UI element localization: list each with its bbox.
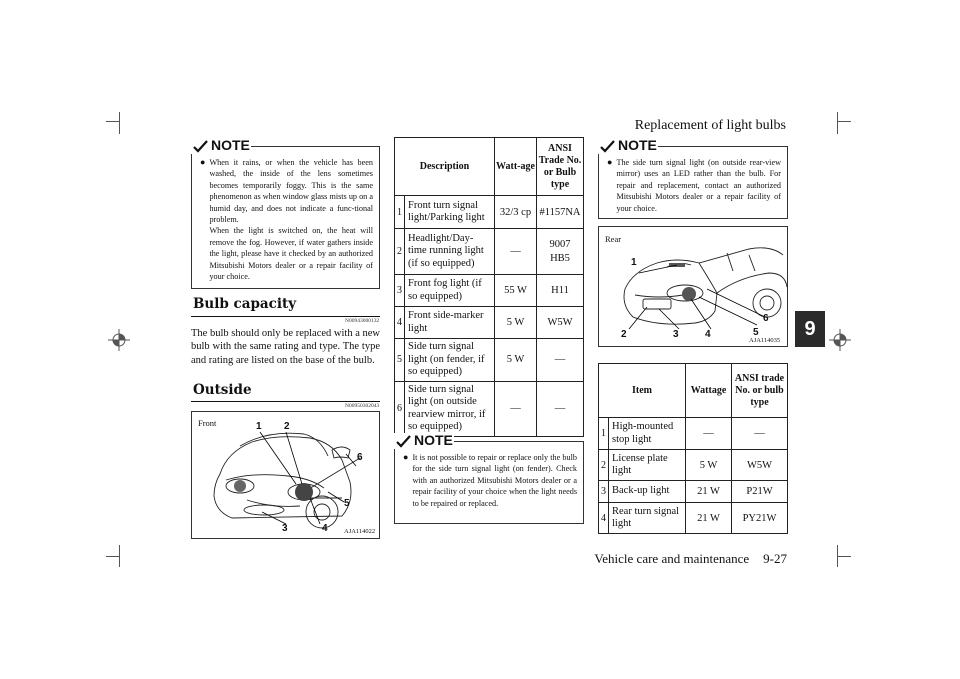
table-row: 2 Headlight/Day-time running light (if so equipped) — 9007 HB5: [395, 229, 584, 275]
callout-number: 2: [284, 421, 290, 432]
footer-page-number: 9-27: [763, 551, 787, 566]
front-bulb-table: [394, 137, 584, 437]
note-box-fog: [191, 137, 380, 289]
figure-front-car: [191, 411, 380, 539]
callout-number: 1: [631, 257, 637, 268]
note-heading: NOTE: [394, 433, 454, 449]
section-code: N00943000132: [345, 318, 380, 324]
callout-number: 5: [753, 327, 759, 338]
figure-label: Front: [198, 418, 217, 428]
table-row: 6 Side turn signal light (on outside rearview mirror, if so equipped) — —: [395, 381, 584, 436]
crop-mark: [106, 556, 120, 557]
car-rear-illustration: [599, 227, 789, 348]
callout-number: 6: [763, 313, 769, 324]
callout-number: 2: [621, 329, 627, 340]
note-box-led: [598, 137, 788, 219]
registration-mark-icon: [829, 329, 851, 351]
note-check-icon: [193, 140, 208, 153]
crop-mark: [106, 121, 120, 122]
table-header: ANSI Trade No. or Bulb type: [537, 138, 584, 196]
note-check-icon: [600, 140, 615, 153]
table-row: 1 High-mounted stop light — —: [599, 418, 788, 450]
crop-mark: [837, 556, 851, 557]
figure-label: Rear: [605, 234, 622, 244]
table-header: Wattage: [686, 364, 732, 418]
note-heading: NOTE: [598, 138, 658, 154]
callout-number: 3: [673, 329, 679, 340]
table-header: ANSI trade No. or bulb type: [732, 364, 788, 418]
callout-number: 1: [256, 421, 262, 432]
section-rule: [191, 316, 380, 317]
crop-mark: [837, 121, 851, 122]
note-text: It is not possible to repair or replace only the bulb for the side turn signal light (on fender). Check with an authorized Mitsubishi Motors dealer or a repair facility of your choice when the light needs to be repaired or replaced.: [412, 453, 577, 508]
table-row: 4 Front side-marker light 5 W W5W: [395, 307, 584, 339]
figure-code: AJA114035: [749, 337, 781, 344]
section-rule: [191, 401, 380, 402]
note-heading: NOTE: [191, 138, 251, 154]
registration-mark-icon: [108, 329, 130, 351]
crop-mark: [119, 112, 120, 134]
figure-rear-car: [598, 226, 788, 347]
section-title-outside: Outside: [193, 382, 252, 398]
page-footer: [580, 551, 787, 567]
rear-bulb-table: [598, 363, 788, 534]
table-row: 4 Rear turn signal light 21 W PY21W: [599, 503, 788, 534]
table-header: Watt-age: [495, 138, 537, 196]
callout-number: 6: [357, 452, 363, 463]
bulb-capacity-paragraph: The bulb should only be replaced with a new bulb with the same rating and type. The type and rating are listed on the base of the bulb.: [191, 328, 380, 366]
table-row: 1 Front turn signal light/Parking light 32/3 cp #1157NA: [395, 196, 584, 229]
bullet-icon: ●: [200, 157, 206, 167]
callout-number: 5: [344, 498, 350, 509]
note-check-icon: [396, 435, 411, 448]
figure-code: AJA114022: [344, 528, 376, 535]
callout-number: 4: [705, 329, 711, 340]
table-row: 3 Back-up light 21 W P21W: [599, 481, 788, 503]
note-box-side-turn: [394, 432, 584, 524]
table-header: Description: [395, 138, 495, 196]
section-code: N00950302043: [345, 403, 380, 409]
table-row: 3 Front fog light (if so equipped) 55 W H11: [395, 275, 584, 307]
page-header-title: Replacement of light bulbs: [634, 118, 786, 133]
section-title-bulb-capacity: Bulb capacity: [193, 296, 297, 312]
note-text: When it rains, or when the vehicle has been washed, the inside of the lens sometimes becomes temporarily foggy. This is the same phenomenon as when window glass mists up on a humid day, and does not indicate a func-tional problem. When the light is switched on, the heat will remove the fog. However, if water gathers inside the light, please have it checked by an authorized Mitsubishi Motors dealer or a repair facility of your choice.: [209, 158, 373, 282]
chapter-tab: 9: [795, 311, 825, 347]
bullet-icon: ●: [607, 157, 613, 167]
table-row: 5 Side turn signal light (on fender, if so equipped) 5 W —: [395, 339, 584, 382]
footer-section: Vehicle care and maintenance: [594, 551, 750, 566]
bullet-icon: ●: [403, 452, 409, 462]
note-text: The side turn signal light (on outside rear-view mirror) uses an LED rather than the bulb. For repair and replacement, contact an authorized Mitsubishi Motors dealer or a repair facility of your choice.: [616, 158, 781, 213]
table-row: 2 License plate light 5 W W5W: [599, 450, 788, 481]
crop-mark: [837, 112, 838, 134]
callout-number: 3: [282, 523, 288, 534]
callout-number: 4: [322, 523, 328, 534]
table-header: Item: [599, 364, 686, 418]
